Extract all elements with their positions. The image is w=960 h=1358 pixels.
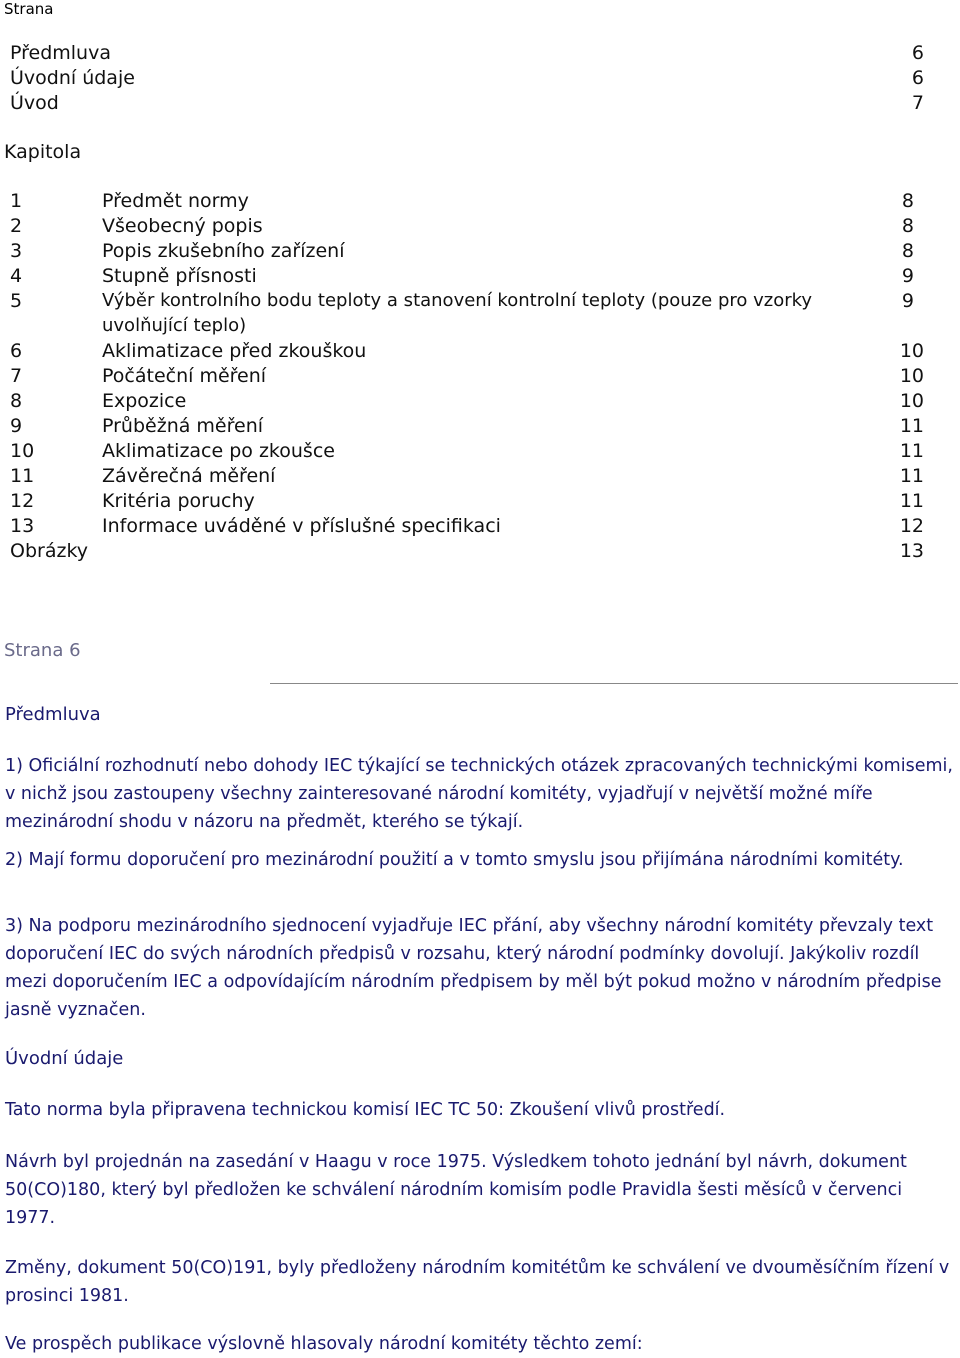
intro-paragraph-3: Změny, dokument 50(CO)191, byly předloženy národním komitétům ke schválení ve dvouměsíčním řízení v prosinci 1981.	[5, 1258, 950, 1306]
chapter-page: 9	[901, 265, 914, 287]
page-marker: Strana 6	[4, 640, 81, 661]
chapter-title: Výběr kontrolního bodu teploty a stanovení kontrolní teploty (pouze pro vzorky	[102, 290, 813, 311]
chapter-page: 10	[899, 365, 924, 387]
toc-chapter-5[interactable]	[10, 290, 924, 340]
toc-chapter-7[interactable]	[10, 365, 924, 390]
chapter-page: 8	[901, 215, 914, 237]
toc-entry-uvod[interactable]	[10, 92, 924, 117]
toc-chapter-10[interactable]	[10, 440, 924, 465]
foreword-paragraph-3: 3) Na podporu mezinárodního sjednocení vyjadřuje IEC přání, aby všechny národní komitéty převzaly text doporučení IEC do svých národních předpisů v rozsahu, který národní podmínky dovolují. Jakýkoliv rozdíl mezi doporučením IEC a odpovídajícím národním předpisem by měl být pokud možno v národním předpise jasně vyznačen.	[5, 916, 942, 1020]
chapter-number: 12	[10, 490, 35, 512]
chapter-page: 8	[901, 190, 914, 212]
intro-paragraph-4: Ve prospěch publikace výslovně hlasovaly národní komitéty těchto zemí:	[5, 1334, 643, 1354]
chapter-page: 11	[899, 465, 924, 487]
intro-paragraph-1: Tato norma byla připravena technickou komisí IEC TC 50: Zkoušení vlivů prostředí.	[5, 1100, 726, 1120]
toc-entry-title: Obrázky	[10, 540, 89, 562]
chapter-page: 11	[899, 490, 924, 512]
chapter-number: 1	[10, 190, 23, 212]
chapter-number: 10	[10, 440, 35, 462]
chapter-page: 10	[899, 390, 924, 412]
chapter-number: 4	[10, 265, 23, 287]
toc-chapter-12[interactable]	[10, 490, 924, 515]
intro-heading: Úvodní údaje	[5, 1048, 124, 1069]
toc-entry-page: 7	[911, 92, 924, 114]
header-label: Strana	[4, 0, 54, 18]
chapter-title: Stupně přísnosti	[102, 265, 257, 287]
chapter-title: Kritéria poruchy	[102, 490, 255, 512]
chapter-page: 10	[899, 340, 924, 362]
intro-paragraph-2: Návrh byl projednán na zasedání v Haagu v roce 1975. Výsledkem tohoto jednání byl návrh, dokument 50(CO)180, který byl předložen ke schválení národním komisím podle Pravidla šesti měsíců v červenci 1977.	[5, 1152, 907, 1228]
toc-entry-page: 13	[899, 540, 924, 562]
toc-chapter-2[interactable]	[10, 215, 924, 240]
toc-chapter-3[interactable]	[10, 240, 924, 265]
chapter-number: 8	[10, 390, 23, 412]
toc-entry-page: 6	[911, 67, 924, 89]
chapter-number: 6	[10, 340, 23, 362]
toc-chapter-6[interactable]	[10, 340, 924, 365]
chapter-title: Aklimatizace po zkoušce	[102, 440, 335, 462]
chapter-number: 9	[10, 415, 23, 437]
chapter-title: Závěrečná měření	[102, 465, 276, 487]
toc-entry-predmluva[interactable]	[10, 42, 924, 67]
toc-entry-title: Předmluva	[10, 42, 111, 64]
toc-chapter-1[interactable]	[10, 190, 924, 215]
chapter-title: Předmět normy	[102, 190, 249, 212]
chapter-page: 12	[899, 515, 924, 537]
toc-chapter-4[interactable]	[10, 265, 924, 290]
chapter-number: 5	[10, 290, 23, 312]
foreword-paragraph-2: 2) Mají formu doporučení pro mezinárodní použití a v tomto smyslu jsou přijímána národními komitéty.	[5, 850, 904, 870]
chapter-title: Aklimatizace před zkouškou	[102, 340, 367, 362]
chapter-number: 11	[10, 465, 35, 487]
chapter-title: Informace uváděné v příslušné specifikaci	[102, 515, 501, 537]
divider	[270, 683, 958, 684]
toc-chapter-9[interactable]	[10, 415, 924, 440]
toc-entry-obrazky[interactable]	[10, 540, 924, 565]
chapter-number: 3	[10, 240, 23, 262]
chapter-number: 2	[10, 215, 23, 237]
chapter-number: 7	[10, 365, 23, 387]
chapter-title: Počáteční měření	[102, 365, 267, 387]
chapter-page: 11	[899, 440, 924, 462]
chapter-title-continued: uvolňující teplo)	[102, 315, 247, 336]
chapter-title: Průběžná měření	[102, 415, 264, 437]
chapter-page: 8	[901, 240, 914, 262]
chapter-page: 9	[901, 290, 914, 312]
chapter-page: 11	[899, 415, 924, 437]
kapitola-label: Kapitola	[4, 141, 82, 163]
chapter-title: Všeobecný popis	[102, 215, 263, 237]
toc-chapter-11[interactable]	[10, 465, 924, 490]
chapter-number: 13	[10, 515, 35, 537]
toc-chapter-13[interactable]	[10, 515, 924, 540]
toc-chapter-8[interactable]	[10, 390, 924, 415]
toc-entry-uvodni-udaje[interactable]	[10, 67, 924, 92]
chapter-title: Expozice	[102, 390, 187, 412]
foreword-paragraph-1: 1) Oficiální rozhodnutí nebo dohody IEC týkající se technických otázek zpracovaných technickými komisemi, v nichž jsou zastoupeny všechny zainteresované národní komitéty, vyjadřují v největší možné míře mezinárodní shodu v názoru na předmět, kterého se týkají.	[5, 756, 953, 832]
toc-entry-title: Úvod	[10, 92, 59, 114]
toc-entry-title: Úvodní údaje	[10, 67, 135, 89]
chapter-title: Popis zkušebního zařízení	[102, 240, 345, 262]
foreword-heading: Předmluva	[5, 704, 101, 725]
toc-entry-page: 6	[911, 42, 924, 64]
